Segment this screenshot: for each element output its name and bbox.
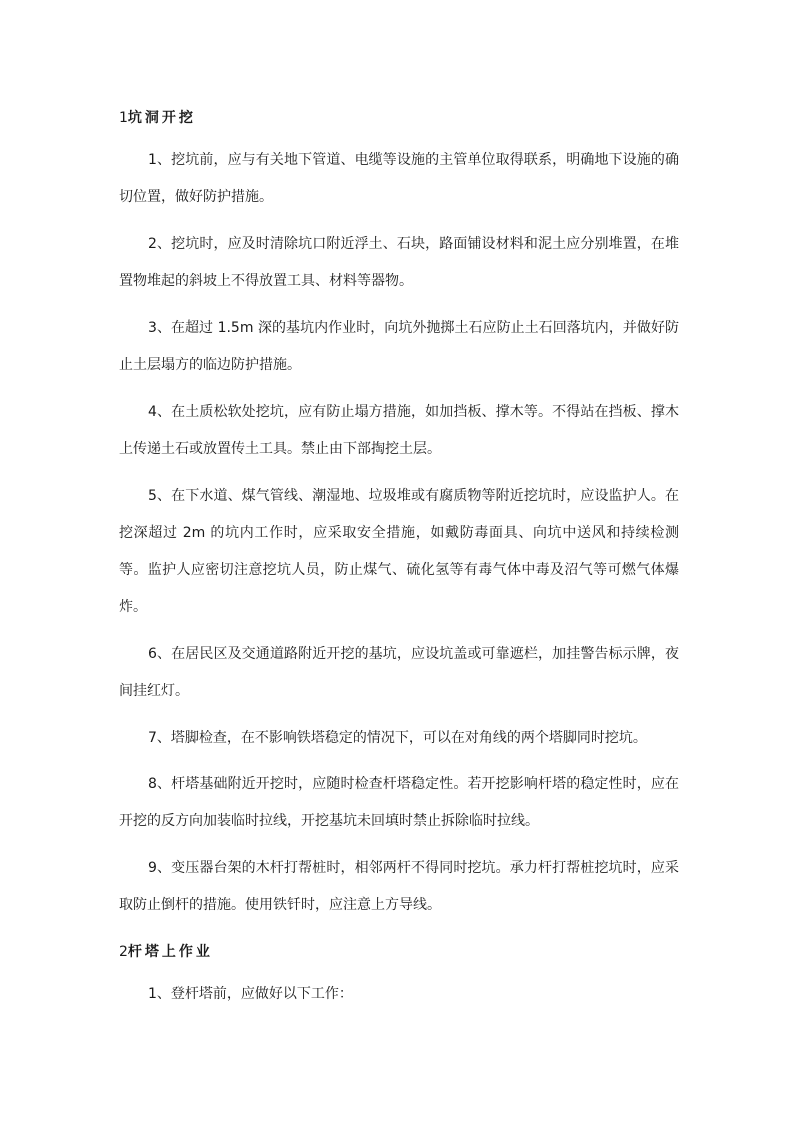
section-title: 坑洞开挖 bbox=[127, 110, 196, 126]
paragraph: 4、在土质松软处挖坑，应有防止塌方措施，如加挡板、撑木等。不得站在挡板、撑木上传递土石或放置传土工具。禁止由下部掏挖土层。 bbox=[119, 404, 679, 457]
section-heading bbox=[119, 108, 196, 128]
paragraph: 6、在居民区及交通道路附近开挖的基坑，应设坑盖或可靠遮栏，加挂警告标示牌，夜间挂红灯。 bbox=[119, 646, 679, 699]
section-number: 1 bbox=[119, 110, 128, 126]
paragraph: 8、杆塔基础附近开挖时，应随时检查杆塔稳定性。若开挖影响杆塔的稳定性时，应在开挖的反方向加装临时拉线，开挖基坑未回填时禁止拆除临时拉线。 bbox=[119, 776, 679, 829]
paragraph: 5、在下水道、煤气管线、潮湿地、垃圾堆或有腐质物等附近挖坑时，应设监护人。在挖深超过 2m 的坑内工作时，应采取安全措施，如戴防毒面具、向坑中送风和持续检测等。监护人应密切注意挖坑人员，防止煤气、硫化氢等有毒气体中毒及沼气等可燃气体爆炸。 bbox=[119, 488, 679, 615]
section-heading bbox=[119, 942, 213, 962]
paragraph: 1、登杆塔前，应做好以下工作： bbox=[148, 986, 353, 1002]
paragraph: 2、挖坑时，应及时清除坑口附近浮土、石块，路面铺设材料和泥土应分别堆置，在堆置物堆起的斜坡上不得放置工具、材料等器物。 bbox=[119, 236, 679, 289]
section-title: 杆塔上作业 bbox=[127, 944, 213, 960]
section-number: 2 bbox=[119, 944, 128, 960]
paragraph: 3、在超过 1.5m 深的基坑内作业时，向坑外抛掷土石应防止土石回落坑内，并做好防止土层塌方的临边防护措施。 bbox=[119, 320, 679, 373]
paragraph: 7、塔脚检查，在不影响铁塔稳定的情况下，可以在对角线的两个塔脚同时挖坑。 bbox=[148, 730, 647, 746]
paragraph: 9、变压器台架的木杆打帮桩时，相邻两杆不得同时挖坑。承力杆打帮桩挖坑时，应采取防止倒杆的措施。使用铁钎时，应注意上方导线。 bbox=[119, 860, 679, 913]
paragraph: 1、挖坑前，应与有关地下管道、电缆等设施的主管单位取得联系，明确地下设施的确切位置，做好防护措施。 bbox=[119, 152, 679, 205]
